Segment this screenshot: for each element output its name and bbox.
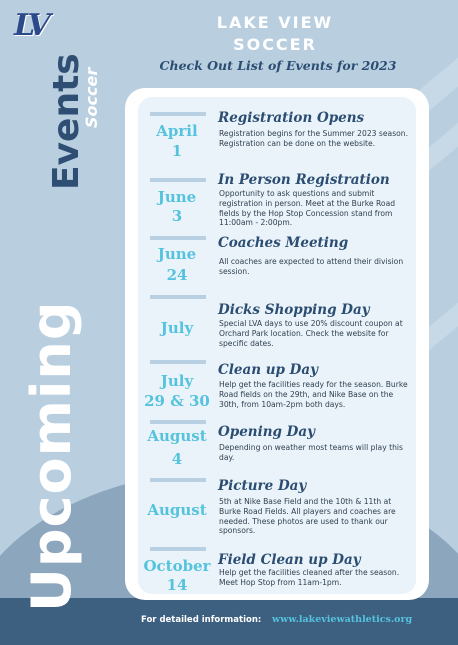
event-date-day: 24 [166,266,188,284]
vertical-word-upcoming: Upcoming [20,300,83,612]
lv-logo: LV [14,8,47,43]
divider [150,236,206,240]
event-description: Depending on weather most teams will play this day. [219,443,403,462]
event-date-day: 14 [166,576,188,594]
event-description: 5th at Nike Base Field and the 10th & 11th at Burke Road Fields. All players and coaches are needed. These photos are used to thank our sponsors. [219,497,396,536]
event-date-month: June [157,245,197,263]
event-date-month: July [160,372,194,390]
header-title-line1: LAKE VIEW [216,13,334,32]
event-description: Special LVA days to use 20% discount coupon at Orchard Park location. Check the website for specific dates. [219,319,403,348]
event-title: Clean up Day [218,362,318,378]
vertical-word-events: Events [46,53,87,190]
event-date-month: August [147,501,207,519]
event-date-month: April [156,122,198,140]
event-description: Opportunity to ask questions and submit registration in person. Meet at the Burke Road fields by the Hop Stop Concession stand from 11:00am - 2:00pm. [219,189,396,228]
event-date-day: 1 [171,142,183,160]
event-title: Opening Day [218,424,315,440]
divider [150,420,206,424]
divider [150,360,206,364]
event-description: Help get the facilities ready for the season. Burke Road fields on the 29th, and Nike Base on the 30th, from 10am-2pm both days. [219,380,408,409]
event-title: In Person Registration [218,172,390,188]
event-date-month: October [143,557,211,575]
event-date-day: 3 [171,207,183,225]
footer-label: For detailed information: [141,615,262,625]
event-date-day: 29 & 30 [144,392,210,410]
divider [150,547,206,551]
event-title: Picture Day [218,478,307,494]
event-description: All coaches are expected to attend their division session. [219,257,404,276]
vertical-word-soccer: Soccer [82,67,101,128]
divider [150,178,206,182]
event-date-month: June [157,188,197,206]
header-title-line2: SOCCER [233,35,317,54]
event-date-month: July [160,319,194,337]
divider [150,295,206,299]
divider [150,478,206,482]
event-title: Field Clean up Day [218,552,361,568]
footer-website-link[interactable]: www.lakeviewathletics.org [272,614,413,625]
event-date-day: 4 [171,450,183,468]
event-description: Help get the facilities cleaned after the season. Meet Hop Stop from 11am-1pm. [219,568,400,587]
event-title: Coaches Meeting [218,235,349,251]
divider [150,112,206,116]
header-subtitle: Check Out List of Events for 2023 [159,58,397,73]
event-title: Registration Opens [218,110,365,126]
event-date-month: August [147,427,207,445]
event-title: Dicks Shopping Day [218,302,370,318]
event-description: Registration begins for the Summer 2023 season. Registration can be done on the website. [219,129,409,148]
